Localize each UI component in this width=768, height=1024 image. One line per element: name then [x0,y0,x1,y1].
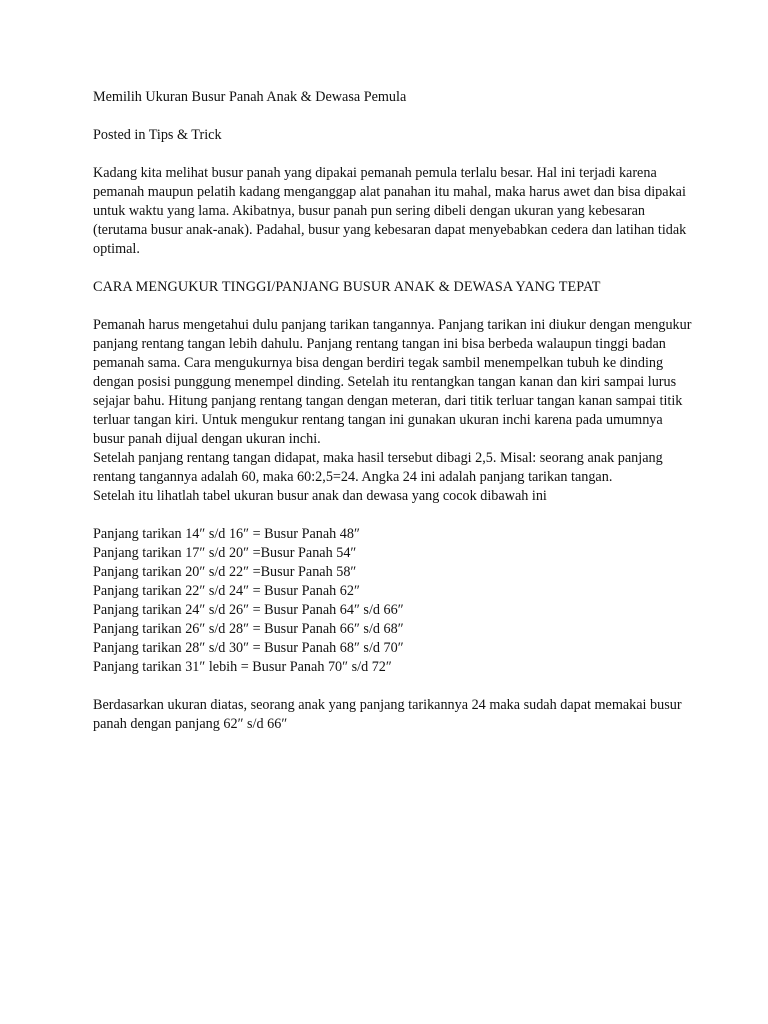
section-heading: CARA MENGUKUR TINGGI/PANJANG BUSUR ANAK & DEWASA YANG TEPAT [93,279,601,295]
size-table-row: Panjang tarikan 28″ s/d 30″ = Busur Panah 68″ s/d 70″ [93,640,404,656]
intro-paragraph: Kadang kita melihat busur panah yang dipakai pemanah pemula terlalu besar. Hal ini terjadi karena pemanah maupun pelatih kadang menganggap alat panahan itu mahal, maka harus awet dan bisa dipakai untuk waktu yang lama. Akibatnya, busur panah pun sering dibeli dengan ukuran yang kebesaran (terutama busur anak-anak). Padahal, busur yang kebesaran dapat menyebabkan cedera dan latihan tidak optimal. [93,165,687,257]
document-title: Memilih Ukuran Busur Panah Anak & Dewasa Pemula [93,89,407,105]
size-table-row: Panjang tarikan 22″ s/d 24″ = Busur Panah 62″ [93,583,360,599]
size-table [93,525,693,677]
size-table-row: Panjang tarikan 17″ s/d 20″ =Busur Panah 54″ [93,545,357,561]
size-table-row: Panjang tarikan 14″ s/d 16″ = Busur Panah 48″ [93,526,360,542]
size-table-row: Panjang tarikan 24″ s/d 26″ = Busur Panah 64″ s/d 66″ [93,602,404,618]
size-table-row: Panjang tarikan 20″ s/d 22″ =Busur Panah 58″ [93,564,357,580]
posted-in-category: Posted in Tips & Trick [93,127,222,143]
size-table-row: Panjang tarikan 26″ s/d 28″ = Busur Panah 66″ s/d 68″ [93,621,404,637]
size-table-row: Panjang tarikan 31″ lebih = Busur Panah 70″ s/d 72″ [93,659,392,675]
conclusion-paragraph: Berdasarkan ukuran diatas, seorang anak yang panjang tarikannya 24 maka sudah dapat memakai busur panah dengan panjang 62″ s/d 66″ [93,697,682,732]
document-page [93,88,693,734]
method-paragraph: Pemanah harus mengetahui dulu panjang tarikan tangannya. Panjang tarikan ini diukur dengan mengukur panjang rentang tangan lebih dahulu. Panjang rentang tangan ini bisa berbeda walaupun tinggi badan pemanah sama. Cara mengukurnya bisa dengan berdiri tegak sambil menempelkan tubuh ke dinding dengan posisi punggung menempel dinding. Setelah itu rentangkan tangan kanan dan kiri sampai lurus sejajar bahu. Hitung panjang rentang tangan dengan meteran, dari titik terluar tangan kanan sampai titik terluar tangan kiri. Untuk mengukur rentang tangan ini gunakan ukuran inchi karena pada umumnya busur panah dijual dengan ukuran inchi. [93,317,692,447]
calculation-paragraph: Setelah panjang rentang tangan didapat, maka hasil tersebut dibagi 2,5. Misal: seorang anak panjang rentang tangannya adalah 60, maka 60:2,5=24. Angka 24 ini adalah panjang tarikan tangan. [93,450,663,485]
table-intro: Setelah itu lihatlah tabel ukuran busur anak dan dewasa yang cocok dibawah ini [93,488,547,504]
